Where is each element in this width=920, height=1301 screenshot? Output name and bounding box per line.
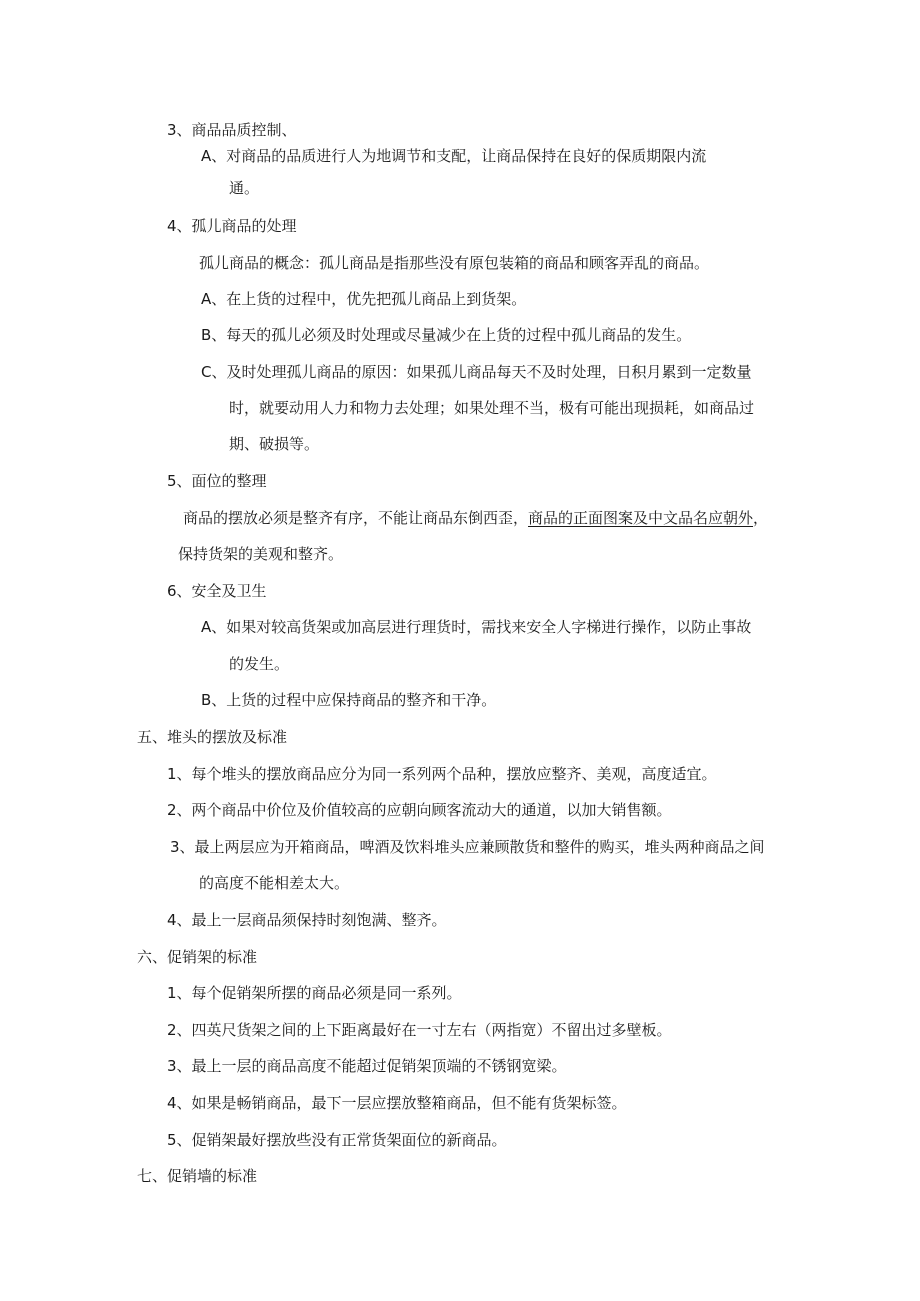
chapter-6-item-3: 3、最上一层的商品高度不能超过促销架顶端的不锈钢宽梁。 <box>167 1057 567 1075</box>
section-6-item-b: B、上货的过程中应保持商品的整齐和干净。 <box>201 691 497 709</box>
section-4-item-c-line1: C、及时处理孤儿商品的原因：如果孤儿商品每天不及时处理，日积月累到一定数量 <box>201 363 752 381</box>
chapter-7-heading: 七、促销墙的标准 <box>137 1167 258 1185</box>
section-3-item-a-line1: A、对商品的品质进行人为地调节和支配，让商品保持在良好的保质期限内流 <box>201 147 707 165</box>
section-4-item-c-line3: 期、破损等。 <box>229 435 320 453</box>
chapter-5-item-4: 4、最上一层商品须保持时刻饱满、整齐。 <box>167 911 447 929</box>
chapter-6-heading: 六、促销架的标准 <box>137 948 258 966</box>
section-4-definition: 孤儿商品的概念：孤儿商品是指那些没有原包装箱的商品和顾客弄乱的商品。 <box>199 254 710 272</box>
section-6-item-a-line1: A、如果对较高货架或加高层进行理货时，需找来安全人字梯进行操作，以防止事故 <box>201 618 752 636</box>
chapter-6-item-5: 5、促销架最好摆放些没有正常货架面位的新商品。 <box>167 1131 507 1149</box>
section-3-item-a-line2: 通。 <box>229 179 260 197</box>
chapter-5-heading: 五、堆头的摆放及标准 <box>137 728 288 746</box>
section-5-text-part2: ， <box>753 509 769 527</box>
section-5-paragraph-line2: 保持货架的美观和整齐。 <box>178 545 344 563</box>
section-4-item-a: A、在上货的过程中，优先把孤儿商品上到货架。 <box>201 290 527 308</box>
section-6-heading: 6、安全及卫生 <box>167 582 267 600</box>
section-5-heading: 5、面位的整理 <box>167 472 267 490</box>
section-4-heading: 4、孤儿商品的处理 <box>167 217 297 235</box>
chapter-6-item-1: 1、每个促销架所摆的商品必须是同一系列。 <box>167 984 462 1002</box>
section-6-item-a-line2: 的发生。 <box>229 655 290 673</box>
chapter-5-item-1: 1、每个堆头的摆放商品应分为同一系列两个品种，摆放应整齐、美观，高度适宜。 <box>167 765 717 783</box>
chapter-5-item-3-line1: 3、最上两层应为开箱商品，啤酒及饮料堆头应兼顾散货和整件的购买，堆头两种商品之间 <box>170 838 765 856</box>
section-5-paragraph-line1 <box>183 508 768 528</box>
section-4-item-c-line2: 时，就要动用人力和物力去处理；如果处理不当，极有可能出现损耗，如商品过 <box>229 399 755 417</box>
chapter-5-item-2: 2、两个商品中价位及价值较高的应朝向顾客流动大的通道，以加大销售额。 <box>167 801 672 819</box>
section-5-text-part1: 商品的摆放必须是整齐有序，不能让商品东倒西歪， <box>183 509 529 527</box>
section-3-heading: 3、商品品质控制、 <box>167 121 297 139</box>
section-5-underlined-text: 商品的正面图案及中文品名应朝外 <box>528 509 754 527</box>
chapter-6-item-4: 4、如果是畅销商品，最下一层应摆放整箱商品，但不能有货架标签。 <box>167 1094 627 1112</box>
section-4-item-b: B、每天的孤儿必须及时处理或尽量减少在上货的过程中孤儿商品的发生。 <box>201 326 692 344</box>
chapter-5-item-3-line2: 的高度不能相差太大。 <box>199 874 350 892</box>
chapter-6-item-2: 2、四英尺货架之间的上下距离最好在一寸左右（两指宽）不留出过多壁板。 <box>167 1021 672 1039</box>
